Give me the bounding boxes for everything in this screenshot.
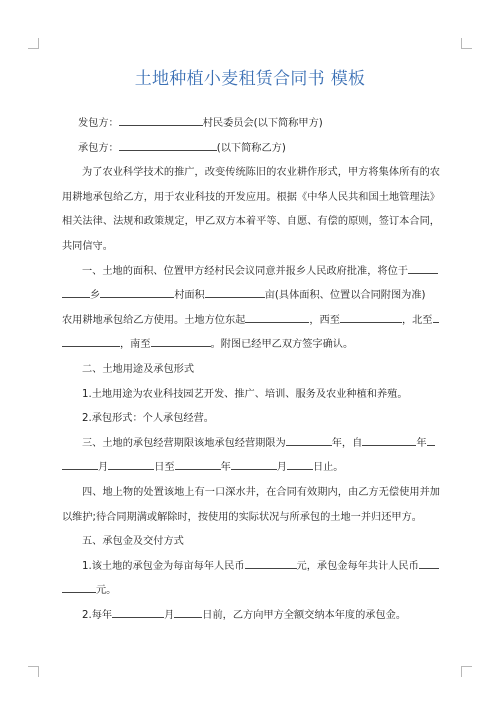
term-years-blank[interactable] (286, 432, 332, 446)
party-b-blank[interactable] (119, 137, 217, 151)
preamble-line-3: 相关法律、法规和政策规定，甲乙双方本着平等、自愿、有偿的原则，签订本合同， (62, 216, 440, 228)
corner-mark-bottom-left (28, 666, 39, 677)
clause3-text-1b: 年，自 (331, 437, 363, 449)
rent-per-mu-blank[interactable] (245, 555, 297, 569)
preamble-line-1: 为了农业科学技术的推广，改变传统陈旧的农业耕作形式，甲方将集体所有的农 (82, 167, 440, 179)
corner-mark-top-left (28, 38, 39, 49)
clause3-text-2d: 月 (276, 462, 287, 474)
north-boundary-blank-cont[interactable] (62, 333, 120, 347)
clause3-text-2e: 日止。 (312, 462, 344, 474)
clause1-text-1: 一、土地的面积、位置甲方经村民会议同意并报乡人民政府批准，将位于 (82, 265, 408, 277)
preamble-line-4: 共同信守。 (62, 240, 113, 252)
clause1-line-1 (62, 260, 440, 285)
clause2-item-1: 1.土地用途为农业科技园艺开发、推广、培训、服务及农业种植和养殖。 (82, 388, 408, 400)
clause1-line-4 (62, 333, 440, 358)
clause5-text-2a: 2.每年 (82, 609, 113, 621)
clause2-heading: 二、土地用途及承包形式 (82, 363, 195, 375)
clause5-item-2 (62, 604, 440, 629)
clause1-line-2 (62, 284, 440, 309)
clause1-text-3c: ，北至 (401, 314, 433, 326)
document-body (62, 112, 440, 628)
clause1-line-3 (62, 309, 440, 334)
clause3-text-1c: 年 (416, 437, 427, 449)
party-a-label: 发包方： (78, 118, 119, 129)
preamble-line-2: 用耕地承包给乙方，用于农业科技的开发应用。根据《中华人民共和国土地管理法》 (62, 191, 440, 203)
north-boundary-blank[interactable] (433, 309, 439, 323)
east-boundary-blank[interactable] (245, 309, 309, 323)
clause2-item-2: 2.承包形式：个人承包经营。 (82, 413, 214, 425)
west-boundary-blank[interactable] (340, 309, 402, 323)
corner-mark-bottom-right (461, 666, 472, 677)
clause4-line-1: 四、地上物的处置该地上有一口深水井，在合同有效期内，由乙方无偿使用并加 (82, 486, 440, 498)
clause5-item-1-cont (62, 579, 440, 604)
clause5-text-2b: 月 (164, 609, 175, 621)
party-b-label: 承包方： (78, 142, 119, 154)
end-year-blank[interactable] (175, 456, 221, 470)
clause1-text-3b: ，西至 (309, 314, 340, 326)
clause3-text-2c: 年 (220, 462, 231, 474)
start-month-blank[interactable] (62, 456, 98, 470)
party-a-blank[interactable] (119, 112, 203, 126)
clause1-text-2b: 村面积 (174, 290, 205, 302)
start-year-blank[interactable] (362, 432, 416, 446)
clause3-line-1 (62, 432, 440, 457)
clause3-line-2 (62, 456, 440, 481)
party-b-suffix: (以下简称乙方) (216, 142, 286, 154)
clause5-text-1c: 元。 (96, 585, 117, 597)
clause3-text-2a: 月 (98, 462, 109, 474)
start-month-blank-head[interactable] (427, 432, 435, 446)
clause5-item-1 (62, 555, 440, 580)
clause1-text-2c: 亩(具体面积、位置以合同附图为准) (264, 290, 426, 302)
payment-month-blank[interactable] (112, 604, 164, 618)
clause5-text-1a: 1.该土地的承包金为每亩每年人民币 (82, 560, 245, 572)
clause3-text-1a: 三、土地的承包经营期限该地承包经营期限为 (82, 437, 286, 449)
village-blank[interactable] (100, 284, 174, 298)
clause1-text-4a: ，南至 (120, 339, 151, 351)
end-day-blank[interactable] (287, 456, 313, 470)
party-a-line (62, 112, 440, 137)
rent-total-blank[interactable] (62, 579, 96, 593)
payment-day-blank[interactable] (174, 604, 202, 618)
clause1-text-3a: 农用耕地承包给乙方使用。土地方位东起 (62, 314, 246, 326)
clause5-text-1b: 元，承包金每年共计人民币 (296, 560, 419, 572)
clause1-text-2a: 乡 (90, 290, 101, 302)
south-boundary-blank[interactable] (151, 333, 211, 347)
start-day-blank[interactable] (108, 456, 154, 470)
clause1-text-4b: 。附图已经甲乙双方签字确认。 (210, 339, 354, 351)
clause5-heading: 五、承包金及交付方式 (82, 536, 184, 548)
clause5-text-2c: 日前，乙方向甲方全额交纳本年度的承包金。 (202, 609, 407, 621)
clause4-line-2: 以维护;待合同期满或解除时，按使用的实际状况与所承包的土地一并归还甲方。 (62, 511, 422, 523)
document-title: 土地种植小麦租赁合同书 模板 (134, 69, 366, 89)
area-blank[interactable] (205, 284, 265, 298)
town-blank[interactable] (62, 284, 90, 298)
end-month-blank[interactable] (231, 456, 277, 470)
rent-total-blank-head[interactable] (419, 555, 439, 569)
clause3-text-2b: 日至 (154, 462, 175, 474)
party-b-line (62, 137, 440, 162)
party-a-suffix: 村民委员会(以下简称甲方) (202, 118, 323, 129)
corner-mark-top-right (461, 38, 472, 49)
location-blank[interactable] (408, 260, 438, 274)
